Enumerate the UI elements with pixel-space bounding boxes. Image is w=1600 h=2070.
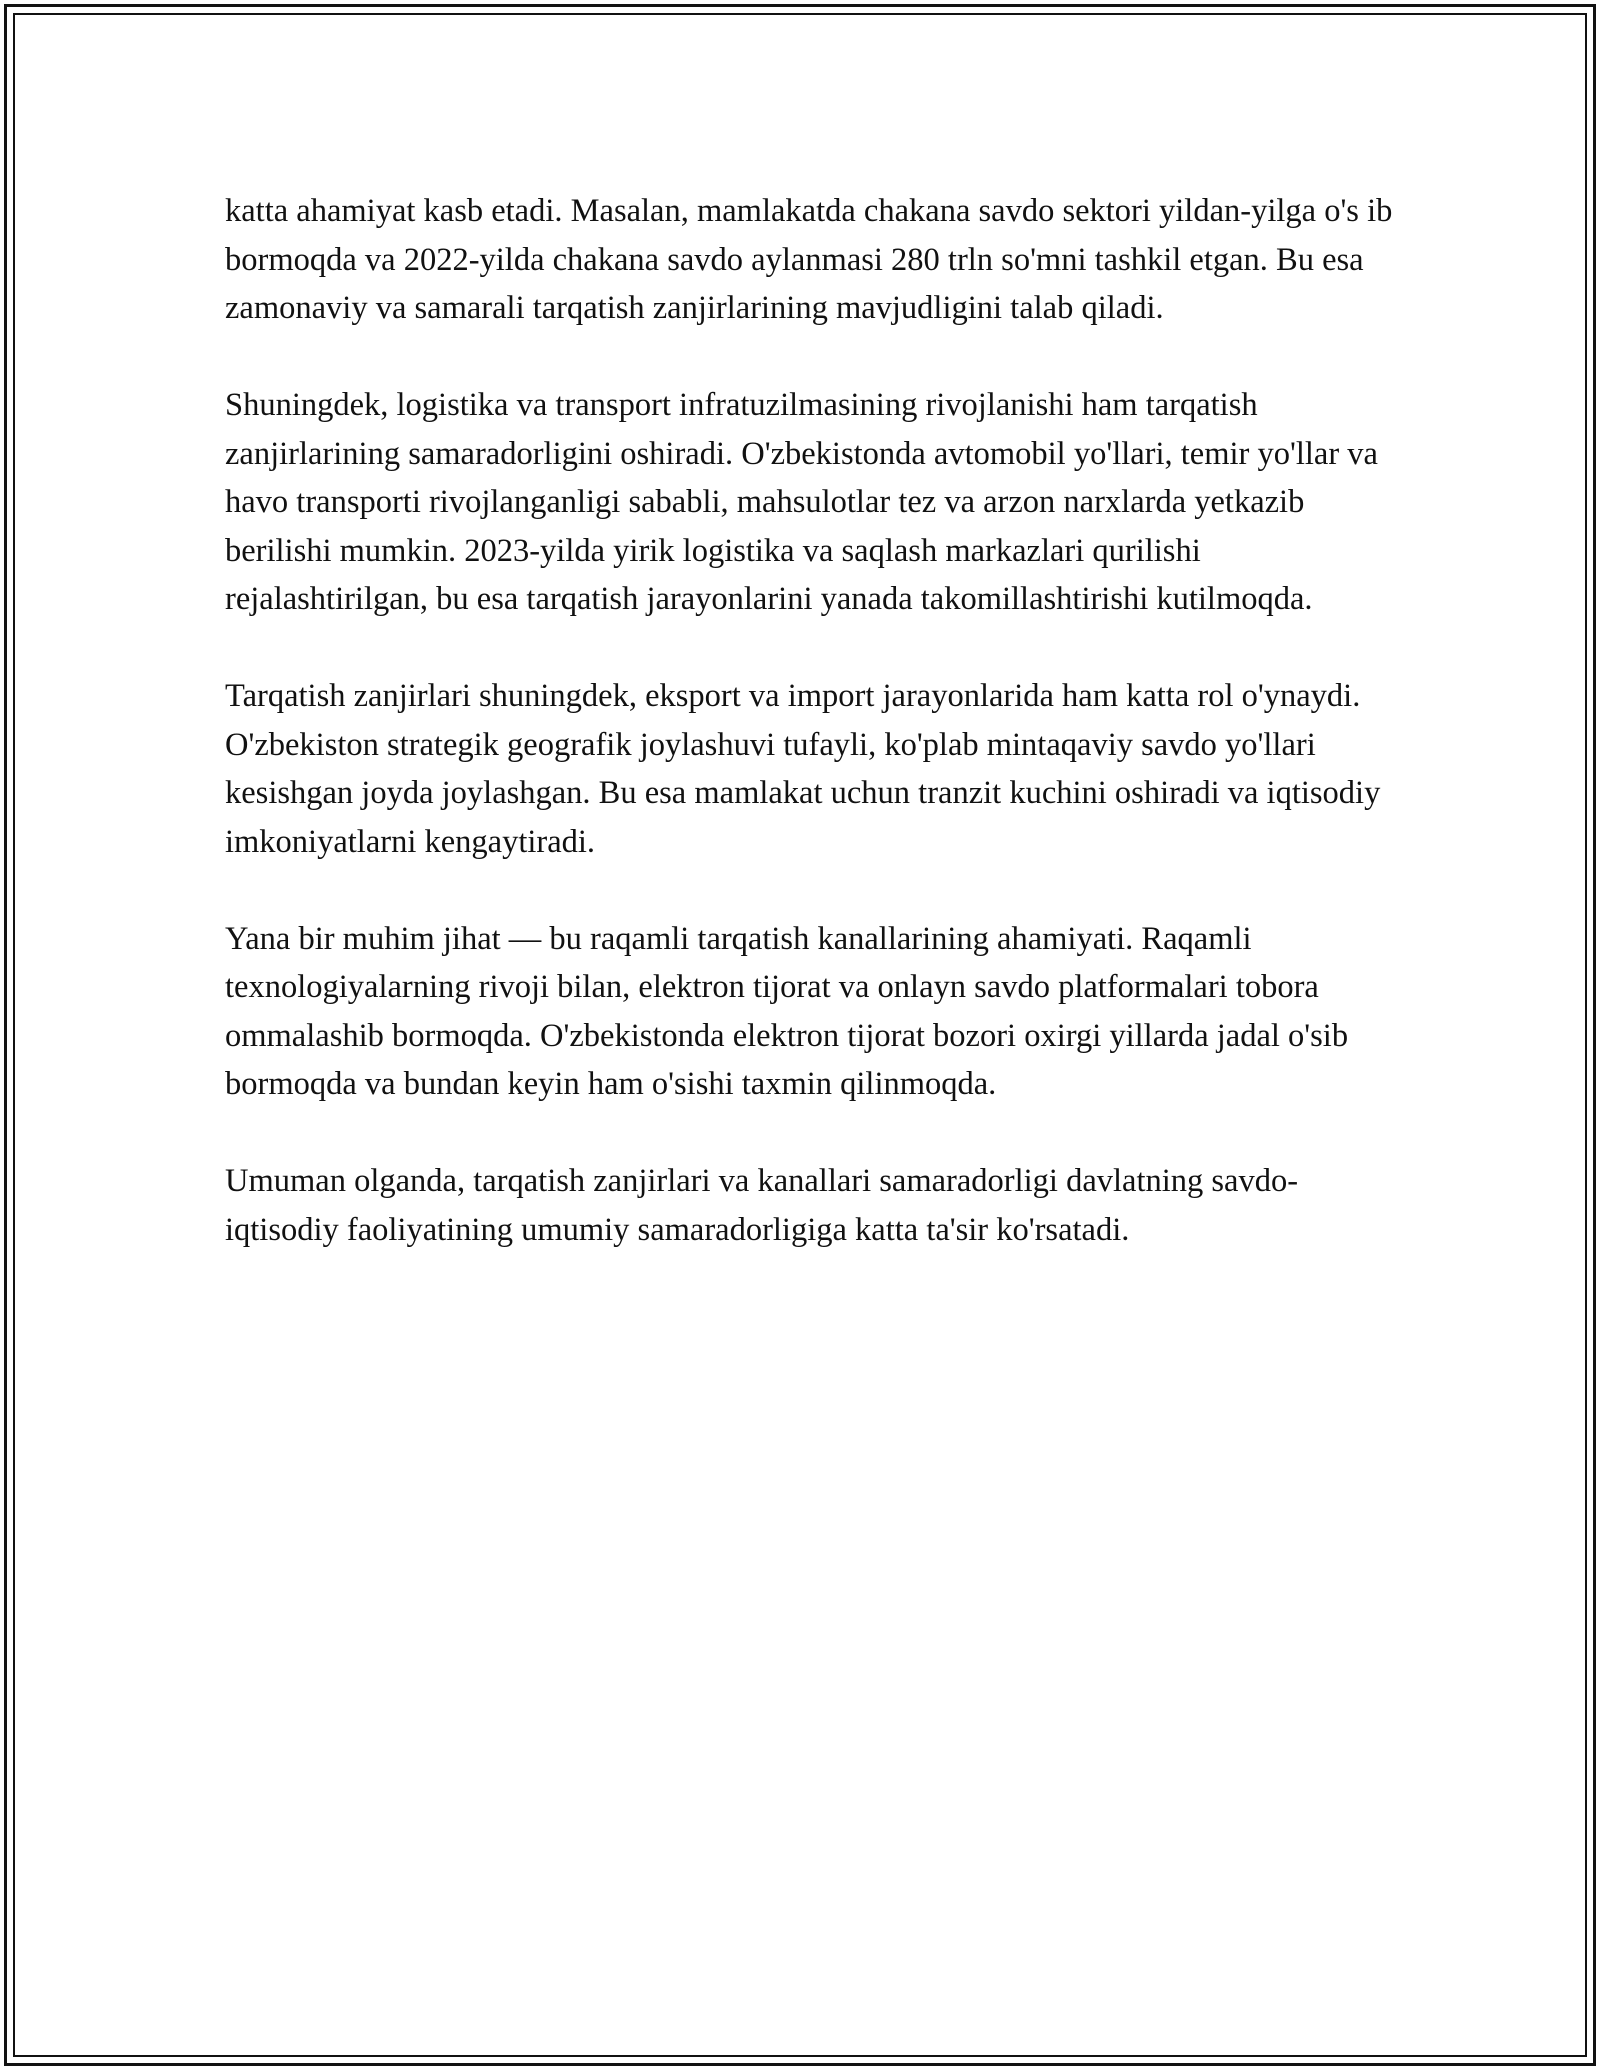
document-body [225, 187, 1395, 1254]
paragraph-3: Tarqatish zanjirlari shuningdek, eksport va import jarayonlarida ham katta rol o'ynaydi. O'zbekiston strategik geografik joylashuvi tufayli, ko'plab mintaqaviy savdo yo'llari kesishgan joyda joylashgan. Bu esa mamlakat uchun tranzit kuchini oshiradi va iqtisodiy imkoniyatlarni kengaytiradi. [225, 678, 1381, 860]
paragraph-4: Yana bir muhim jihat — bu raqamli tarqatish kanallarining ahamiyati. Raqamli texnologiyalarning rivoji bilan, elektron tijorat va onlayn savdo platformalari tobora ommalashib bormoqda. O'zbekistonda elektron tijorat bozori oxirgi yillarda jadal o'sib bormoqda va bundan keyin ham o'sishi taxmin qilinmoqda. [225, 920, 1349, 1102]
paragraph-1: katta ahamiyat kasb etadi. Masalan, mamlakatda chakana savdo sektori yildan-yilga o's ib bormoqda va 2022-yilda chakana savdo aylanmasi 280 trln so'mni tashkil etgan. Bu esa zamonaviy va samarali tarqatish zanjirlarining mavjudligini talab qiladi. [225, 193, 1393, 326]
paragraph-2: Shuningdek, logistika va transport infratuzilmasining rivojlanishi ham tarqatish zanjirlarining samaradorligini oshiradi. O'zbekistonda avtomobil yo'llari, temir yo'llar va havo transporti rivojlanganligi sababli, mahsulotlar tez va arzon narxlarda yetkazib berilishi mumkin. 2023-yilda yirik logistika va saqlash markazlari qurilishi rejalashtirilgan, bu esa tarqatish jarayonlarini yanada takomillashtirishi kutilmoqda. [225, 387, 1378, 617]
paragraph-5: Umuman olganda, tarqatish zanjirlari va kanallari samaradorligi davlatning savdo-iqtisodiy faoliyatining umumiy samaradorligiga katta ta'sir ko'rsatadi. [225, 1163, 1299, 1248]
